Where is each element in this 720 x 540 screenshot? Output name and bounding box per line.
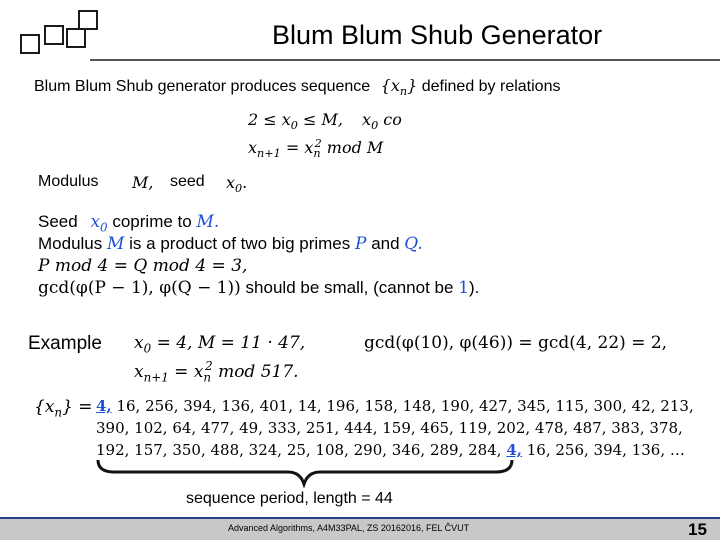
relation-1: $2 \le x_0 \le M$, $x_0$ co [248,110,402,133]
period-label: sequence period, length = 44 [186,490,393,507]
example-recurrence: $x_{n+1} = x_n^2$ mod 517. [134,359,299,385]
intro-text: Blum Blum Shub generator produces sequence [34,78,371,95]
sequence-lhs: $\{x_n\}$ = [34,397,93,420]
intro-line [34,76,561,99]
example-gcd: gcd(φ(10), φ(46)) = gcd(4, 22) = 2, [364,333,668,353]
page-number: 15 [688,520,707,539]
sequence-line-1: 4, 16, 256, 394, 136, 401, 14, 196, 158, 148, 190, 427, 345, 115, 300, 42, 213, [96,397,694,415]
title-underline [90,59,720,61]
seed-label: seed [170,173,205,190]
sequence-line-2: 390, 102, 64, 477, 49, 333, 251, 444, 159, 465, 119, 202, 478, 487, 383, 378, [96,419,683,437]
footer-text: Advanced Algorithms, A4M33PAL, ZS 20162016, FEL ČVUT [228,523,470,533]
condition-pq: P mod 4 = Q mod 4 = 3, [38,256,248,276]
intro-seq: $\{x_n\}$ [380,76,418,99]
decorative-squares-icon [20,8,100,58]
relation-2: $x_{n+1} = x_n^2$ mod M [248,136,384,161]
condition-gcd: gcd(φ(P − 1), φ(Q − 1)) should be small, (cannot be 1). [38,278,480,298]
example-label: Example [28,333,102,354]
seed-symbol: $x_0$. [226,173,248,196]
modulus-label: Modulus [38,173,99,190]
sequence-line-3: 192, 157, 350, 488, 324, 25, 108, 290, 346, 289, 284, 4, 16, 256, 394, 136, … [96,441,685,459]
footer-line [0,517,720,519]
example-params: $x_0 = 4$, M = 11 · 47, [134,333,306,356]
condition-modulus: Modulus M is a product of two big primes P and Q. [38,234,423,254]
intro-tail: defined by relations [421,78,561,95]
modulus-symbol: M, [132,173,154,192]
slide-title: Blum Blum Shub Generator [272,20,603,50]
condition-seed: Seed $x_0$ coprime to M. [38,212,220,235]
period-brace [92,458,522,488]
